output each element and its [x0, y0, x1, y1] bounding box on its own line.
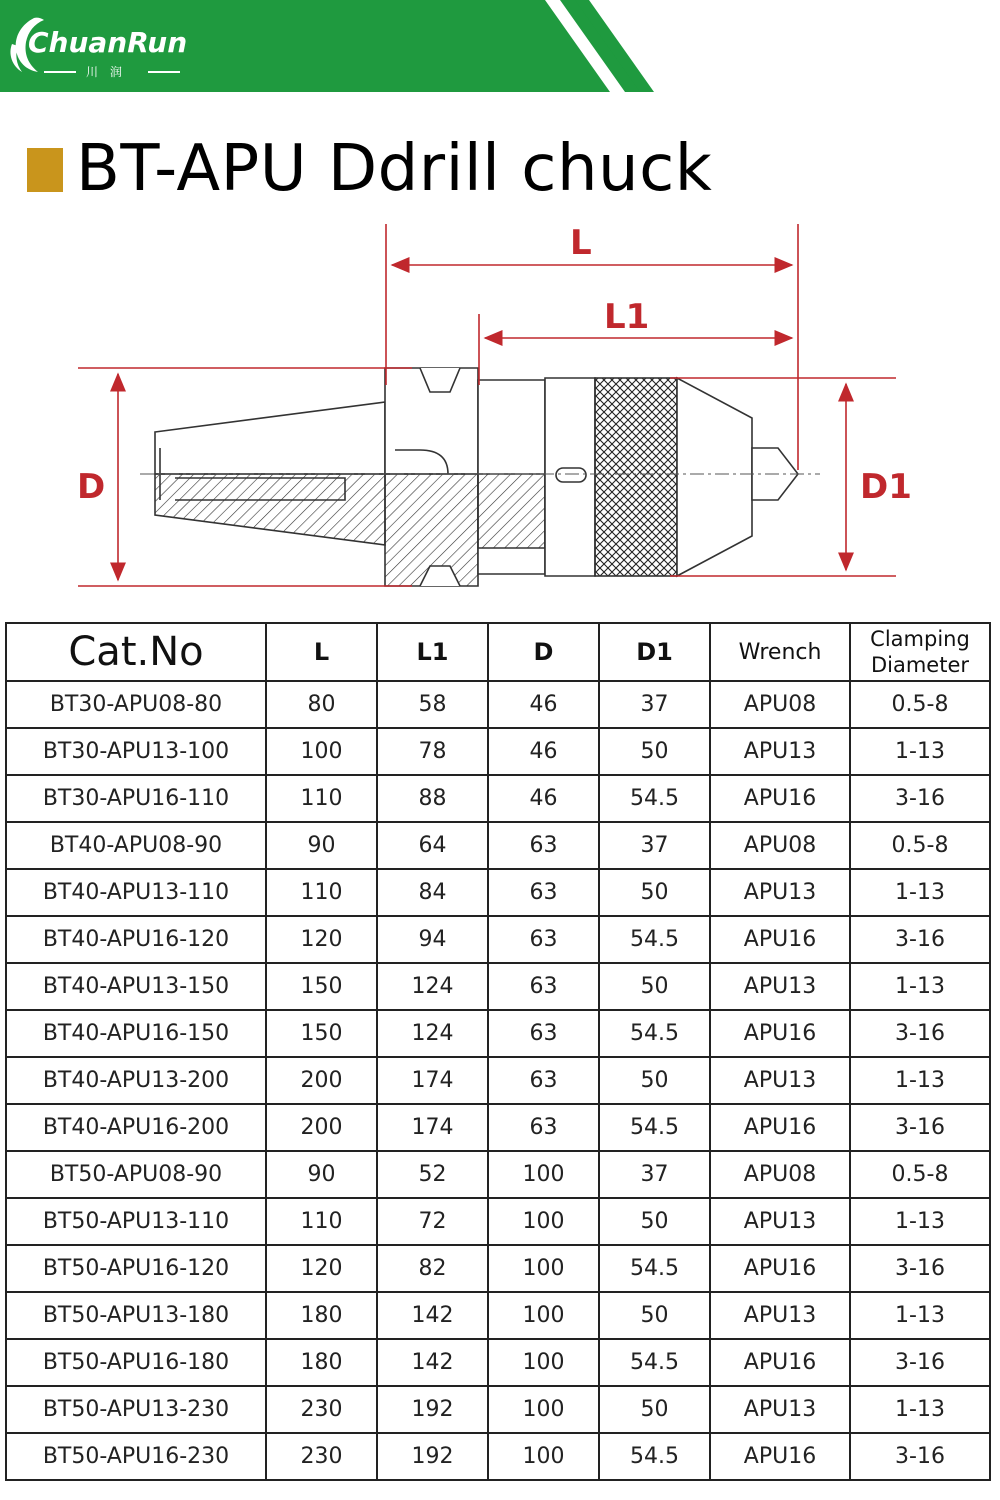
cell-l: 230 — [266, 1433, 377, 1480]
cell-d: 100 — [488, 1292, 599, 1339]
cell-clamping-diameter: 1-13 — [850, 1057, 990, 1104]
cell-cat-no: BT50-APU13-230 — [6, 1386, 266, 1433]
cell-cat-no: BT40-APU08-90 — [6, 822, 266, 869]
cell-d1: 50 — [599, 869, 710, 916]
cell-wrench: APU16 — [710, 775, 850, 822]
cell-l: 230 — [266, 1386, 377, 1433]
cell-cat-no: BT50-APU16-120 — [6, 1245, 266, 1292]
cell-clamping-diameter: 3-16 — [850, 1245, 990, 1292]
cell-clamping-diameter: 0.5-8 — [850, 1151, 990, 1198]
cell-d1: 37 — [599, 681, 710, 728]
cell-d1: 54.5 — [599, 1010, 710, 1057]
col-header-d1: D1 — [599, 623, 710, 681]
table-row — [6, 1386, 990, 1433]
cell-d: 100 — [488, 1151, 599, 1198]
cell-d: 100 — [488, 1198, 599, 1245]
cell-wrench: APU13 — [710, 1292, 850, 1339]
cell-l: 180 — [266, 1292, 377, 1339]
cell-wrench: APU16 — [710, 1339, 850, 1386]
cell-d: 46 — [488, 728, 599, 775]
cell-d: 100 — [488, 1245, 599, 1292]
dim-label-l1: L1 — [604, 297, 650, 337]
table-row — [6, 775, 990, 822]
col-header-d: D — [488, 623, 599, 681]
table-row — [6, 728, 990, 775]
cell-l1: 88 — [377, 775, 488, 822]
cell-l: 90 — [266, 822, 377, 869]
cell-d: 63 — [488, 1104, 599, 1151]
col-header-cat-no: Cat.No — [6, 623, 266, 681]
table-row — [6, 916, 990, 963]
cell-d: 63 — [488, 916, 599, 963]
cell-clamping-diameter: 1-13 — [850, 1292, 990, 1339]
table-row — [6, 822, 990, 869]
table-row — [6, 1104, 990, 1151]
cell-wrench: APU13 — [710, 1057, 850, 1104]
table-row — [6, 1245, 990, 1292]
cell-wrench: APU16 — [710, 1010, 850, 1057]
cell-d: 100 — [488, 1433, 599, 1480]
table-row — [6, 1198, 990, 1245]
cell-wrench: APU13 — [710, 869, 850, 916]
cell-l: 120 — [266, 916, 377, 963]
cell-d: 46 — [488, 681, 599, 728]
cell-d1: 50 — [599, 1057, 710, 1104]
cell-cat-no: BT50-APU16-230 — [6, 1433, 266, 1480]
table-row — [6, 1292, 990, 1339]
spec-table — [5, 622, 991, 1481]
cell-d1: 37 — [599, 822, 710, 869]
cell-l: 100 — [266, 728, 377, 775]
title-marker — [27, 148, 63, 192]
cell-cat-no: BT40-APU13-200 — [6, 1057, 266, 1104]
cell-l: 110 — [266, 775, 377, 822]
cell-clamping-diameter: 1-13 — [850, 963, 990, 1010]
cell-l1: 174 — [377, 1104, 488, 1151]
cell-cat-no: BT30-APU08-80 — [6, 681, 266, 728]
cell-wrench: APU13 — [710, 1198, 850, 1245]
cell-l: 110 — [266, 869, 377, 916]
cell-clamping-diameter: 1-13 — [850, 1386, 990, 1433]
cell-d1: 54.5 — [599, 1339, 710, 1386]
cell-wrench: APU16 — [710, 1245, 850, 1292]
cell-l1: 174 — [377, 1057, 488, 1104]
cell-d1: 50 — [599, 963, 710, 1010]
col-header-l: L — [266, 623, 377, 681]
cell-clamping-diameter: 0.5-8 — [850, 822, 990, 869]
cell-d: 63 — [488, 869, 599, 916]
cell-d: 100 — [488, 1339, 599, 1386]
cell-clamping-diameter: 3-16 — [850, 916, 990, 963]
cell-clamping-diameter: 3-16 — [850, 1339, 990, 1386]
cell-cat-no: BT30-APU16-110 — [6, 775, 266, 822]
cell-l1: 64 — [377, 822, 488, 869]
table-row — [6, 1057, 990, 1104]
cell-d1: 50 — [599, 1292, 710, 1339]
cell-l1: 84 — [377, 869, 488, 916]
technical-drawing — [0, 215, 1000, 605]
cell-clamping-diameter: 3-16 — [850, 1104, 990, 1151]
cell-l1: 142 — [377, 1339, 488, 1386]
cell-clamping-diameter: 0.5-8 — [850, 681, 990, 728]
cell-cat-no: BT50-APU08-90 — [6, 1151, 266, 1198]
table-row — [6, 869, 990, 916]
cell-cat-no: BT40-APU16-120 — [6, 916, 266, 963]
cell-wrench: APU08 — [710, 681, 850, 728]
cell-l: 110 — [266, 1198, 377, 1245]
cell-wrench: APU16 — [710, 916, 850, 963]
cell-wrench: APU13 — [710, 728, 850, 775]
cell-d1: 54.5 — [599, 1433, 710, 1480]
cell-d: 63 — [488, 822, 599, 869]
table-header-row — [6, 623, 990, 681]
drawing-body — [155, 368, 798, 586]
cell-l1: 192 — [377, 1386, 488, 1433]
cell-l: 120 — [266, 1245, 377, 1292]
cell-l1: 52 — [377, 1151, 488, 1198]
cell-l: 90 — [266, 1151, 377, 1198]
cell-l: 150 — [266, 963, 377, 1010]
cell-l1: 82 — [377, 1245, 488, 1292]
cell-d: 63 — [488, 1010, 599, 1057]
cell-cat-no: BT40-APU16-150 — [6, 1010, 266, 1057]
cell-d: 100 — [488, 1386, 599, 1433]
cell-l1: 124 — [377, 1010, 488, 1057]
table-row — [6, 963, 990, 1010]
cell-wrench: APU08 — [710, 1151, 850, 1198]
cell-d1: 54.5 — [599, 1245, 710, 1292]
cell-cat-no: BT40-APU13-150 — [6, 963, 266, 1010]
cell-cat-no: BT50-APU16-180 — [6, 1339, 266, 1386]
cell-d: 63 — [488, 963, 599, 1010]
col-header-clamping-diameter: Clamping Diameter — [850, 623, 990, 681]
cell-l1: 58 — [377, 681, 488, 728]
cell-clamping-diameter: 3-16 — [850, 1433, 990, 1480]
header-banner — [0, 0, 1000, 92]
cell-d1: 50 — [599, 1198, 710, 1245]
table-body — [6, 681, 990, 1480]
cell-clamping-diameter: 1-13 — [850, 728, 990, 775]
cell-l: 150 — [266, 1010, 377, 1057]
cell-cat-no: BT50-APU13-110 — [6, 1198, 266, 1245]
cell-d1: 54.5 — [599, 775, 710, 822]
cell-l1: 94 — [377, 916, 488, 963]
cell-l1: 78 — [377, 728, 488, 775]
table-row — [6, 681, 990, 728]
cell-clamping-diameter: 1-13 — [850, 869, 990, 916]
cell-cat-no: BT40-APU16-200 — [6, 1104, 266, 1151]
col-header-wrench: Wrench — [710, 623, 850, 681]
table-row — [6, 1151, 990, 1198]
cell-d1: 54.5 — [599, 916, 710, 963]
cell-wrench: APU13 — [710, 1386, 850, 1433]
cell-d: 63 — [488, 1057, 599, 1104]
cell-clamping-diameter: 3-16 — [850, 1010, 990, 1057]
table-row — [6, 1433, 990, 1480]
cell-wrench: APU08 — [710, 822, 850, 869]
cell-cat-no: BT50-APU13-180 — [6, 1292, 266, 1339]
brand-name: ChuanRun — [28, 26, 188, 59]
cell-d1: 37 — [599, 1151, 710, 1198]
table-row — [6, 1010, 990, 1057]
cell-wrench: APU16 — [710, 1104, 850, 1151]
cell-l: 80 — [266, 681, 377, 728]
cell-l1: 72 — [377, 1198, 488, 1245]
cell-l: 200 — [266, 1104, 377, 1151]
cell-wrench: APU13 — [710, 963, 850, 1010]
cell-clamping-diameter: 3-16 — [850, 775, 990, 822]
cell-l1: 142 — [377, 1292, 488, 1339]
cell-d: 46 — [488, 775, 599, 822]
cell-l: 180 — [266, 1339, 377, 1386]
table-row — [6, 1339, 990, 1386]
cell-l1: 124 — [377, 963, 488, 1010]
cell-d1: 50 — [599, 1386, 710, 1433]
dim-label-l: L — [570, 223, 592, 263]
page-title: BT-APU Ddrill chuck — [76, 132, 713, 206]
cell-wrench: APU16 — [710, 1433, 850, 1480]
col-header-l1: L1 — [377, 623, 488, 681]
dim-label-d: D — [77, 467, 106, 507]
cell-cat-no: BT40-APU13-110 — [6, 869, 266, 916]
cell-d1: 50 — [599, 728, 710, 775]
cell-cat-no: BT30-APU13-100 — [6, 728, 266, 775]
cell-d1: 54.5 — [599, 1104, 710, 1151]
cell-l1: 192 — [377, 1433, 488, 1480]
brand-subtitle: 川 润 — [86, 65, 126, 79]
cell-clamping-diameter: 1-13 — [850, 1198, 990, 1245]
dim-label-d1: D1 — [860, 467, 912, 507]
cell-l: 200 — [266, 1057, 377, 1104]
